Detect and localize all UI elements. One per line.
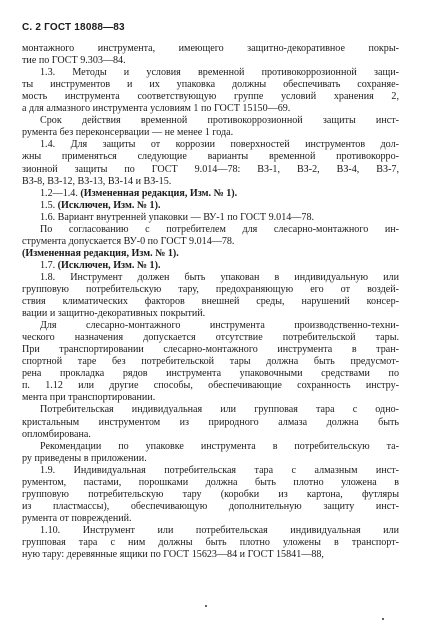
text-line: рументом, пастами, порошками должна быть плотно уложена в <box>22 476 399 488</box>
text-line: зионной защиты по ГОСТ 9.014—78: ВЗ-1, ВЗ-2, ВЗ-4, ВЗ-7, <box>22 163 399 175</box>
paragraph-p2 <box>22 67 399 115</box>
text-line: ру приведены в приложении. <box>22 452 147 464</box>
paragraph-p4 <box>22 139 399 187</box>
text-line: ную тару: деревянные ящики по ГОСТ 15623—84 и ГОСТ 15841—88, <box>22 549 324 561</box>
text-line: 1.2—1.4. (Измененная редакция, Изм. № 1). <box>40 187 238 199</box>
text-line: Потребительская индивидуальная или групповая тара с одно- <box>40 404 399 416</box>
text-line: струмента допускается ВУ-0 по ГОСТ 9.014—78. <box>22 235 235 247</box>
text-line: румента от повреждений. <box>22 512 132 524</box>
text-line: из пластмассы), обеспечивающую дополнительную защиту инст- <box>22 500 399 512</box>
text-line: Рекомендации по упаковке инструмента в потребительскую та- <box>40 440 399 452</box>
text-line: групповую потребительскую тару, предохраняющую его от воздей- <box>22 283 399 295</box>
text-line: опломбирована. <box>22 428 91 440</box>
paragraph-p14 <box>22 441 399 465</box>
text-line: Для слесарно-монтажного инструмента производственно-техни- <box>40 320 399 332</box>
text-line: При транспортировании слесарно-монтажного инструмента в тран- <box>22 344 399 356</box>
paragraph-p16 <box>22 525 399 561</box>
text-line: (Измененная редакция, Изм. № 1). <box>22 247 179 259</box>
text-line: 1.8. Инструмент должен быть упакован в индивидуальную или <box>40 271 399 283</box>
text-line: ВЗ-8, ВЗ-12, ВЗ-13, ВЗ-14 и ВЗ-15. <box>22 175 172 187</box>
page-header: С. 2 ГОСТ 18088—83 <box>22 22 125 33</box>
print-speck <box>382 618 384 620</box>
paragraph-p1 <box>22 43 399 67</box>
text-line: румента без переконсервации — не менее 1 года. <box>22 127 234 139</box>
paragraph-p3 <box>22 115 399 139</box>
text-line: 1.4. Для защиты от коррозии поверхностей инструментов дол- <box>40 139 399 151</box>
text-line: тие по ГОСТ 9.303—84. <box>22 55 126 67</box>
paragraph-p10 <box>22 260 399 272</box>
paragraph-p8 <box>22 224 399 248</box>
paragraph-p6 <box>22 200 399 212</box>
text-line: п. 1.12 или другие способы, обеспечивающие сохранность инстру- <box>22 380 399 392</box>
text-line: 1.9. Индивидуальная потребительская тара с алмазным инст- <box>40 464 399 476</box>
text-line: ты инструментов и их упаковка должны обеспечивать сохраняе- <box>22 79 399 91</box>
text-line: вации и защитно-декоративных покрытий. <box>22 308 206 320</box>
paragraph-p15 <box>22 465 399 525</box>
text-line: а для алмазного инструмента условиям 1 по ГОСТ 15150—69. <box>22 103 291 115</box>
text-line: Срок действия временной противокоррозионной защиты инст- <box>40 115 399 127</box>
text-line: спортной таре без потребительской тары должна быть предусмот- <box>22 356 399 368</box>
paragraph-p11 <box>22 272 399 320</box>
text-line: мость инструмента соответствующую группе условий хранения 2, <box>22 91 399 103</box>
paragraph-p12 <box>22 320 399 404</box>
paragraph-p13 <box>22 404 399 440</box>
text-line: ствия климатических факторов внешней среды, нарушений консер- <box>22 296 399 308</box>
text-line: 1.3. Методы и условия временной противокоррозионной защи- <box>40 67 399 79</box>
text-line: По согласованию с потребителем для слесарно-монтажного ин- <box>40 223 399 235</box>
text-line: групповую потребительскую тару (коробки из картона, футляры <box>22 488 399 500</box>
text-line: монтажного инструмента, имеющего защитно-декоративное покры- <box>22 43 399 55</box>
text-line: мента при транспортировании. <box>22 392 156 404</box>
text-line: 1.5. (Исключен, Изм. № 1). <box>40 199 161 211</box>
text-line: 1.7. (Исключен, Изм. № 1). <box>40 259 161 271</box>
text-line: ческого назначения допускается отсутствие потребительской тары. <box>22 332 399 344</box>
text-line: 1.6. Вариант внутренней упаковки — ВУ-1 по ГОСТ 9.014—78. <box>40 211 315 223</box>
paragraph-p5 <box>22 188 399 200</box>
text-line: групповая тара с ним должны быть плотно уложены в транспорт- <box>22 536 399 548</box>
text-line: кристальным инструментом из природного алмаза должна быть <box>22 416 399 428</box>
document-body <box>22 43 399 561</box>
paragraph-p9 <box>22 248 399 260</box>
text-line: рена прокладка рядов инструмента упаковочными средствами по <box>22 368 399 380</box>
text-line: жны применяться следующие варианты временной противокорро- <box>22 151 399 163</box>
text-line: 1.10. Инструмент или потребительская индивидуальная или <box>40 524 399 536</box>
print-speck <box>205 605 207 607</box>
paragraph-p7 <box>22 212 399 224</box>
